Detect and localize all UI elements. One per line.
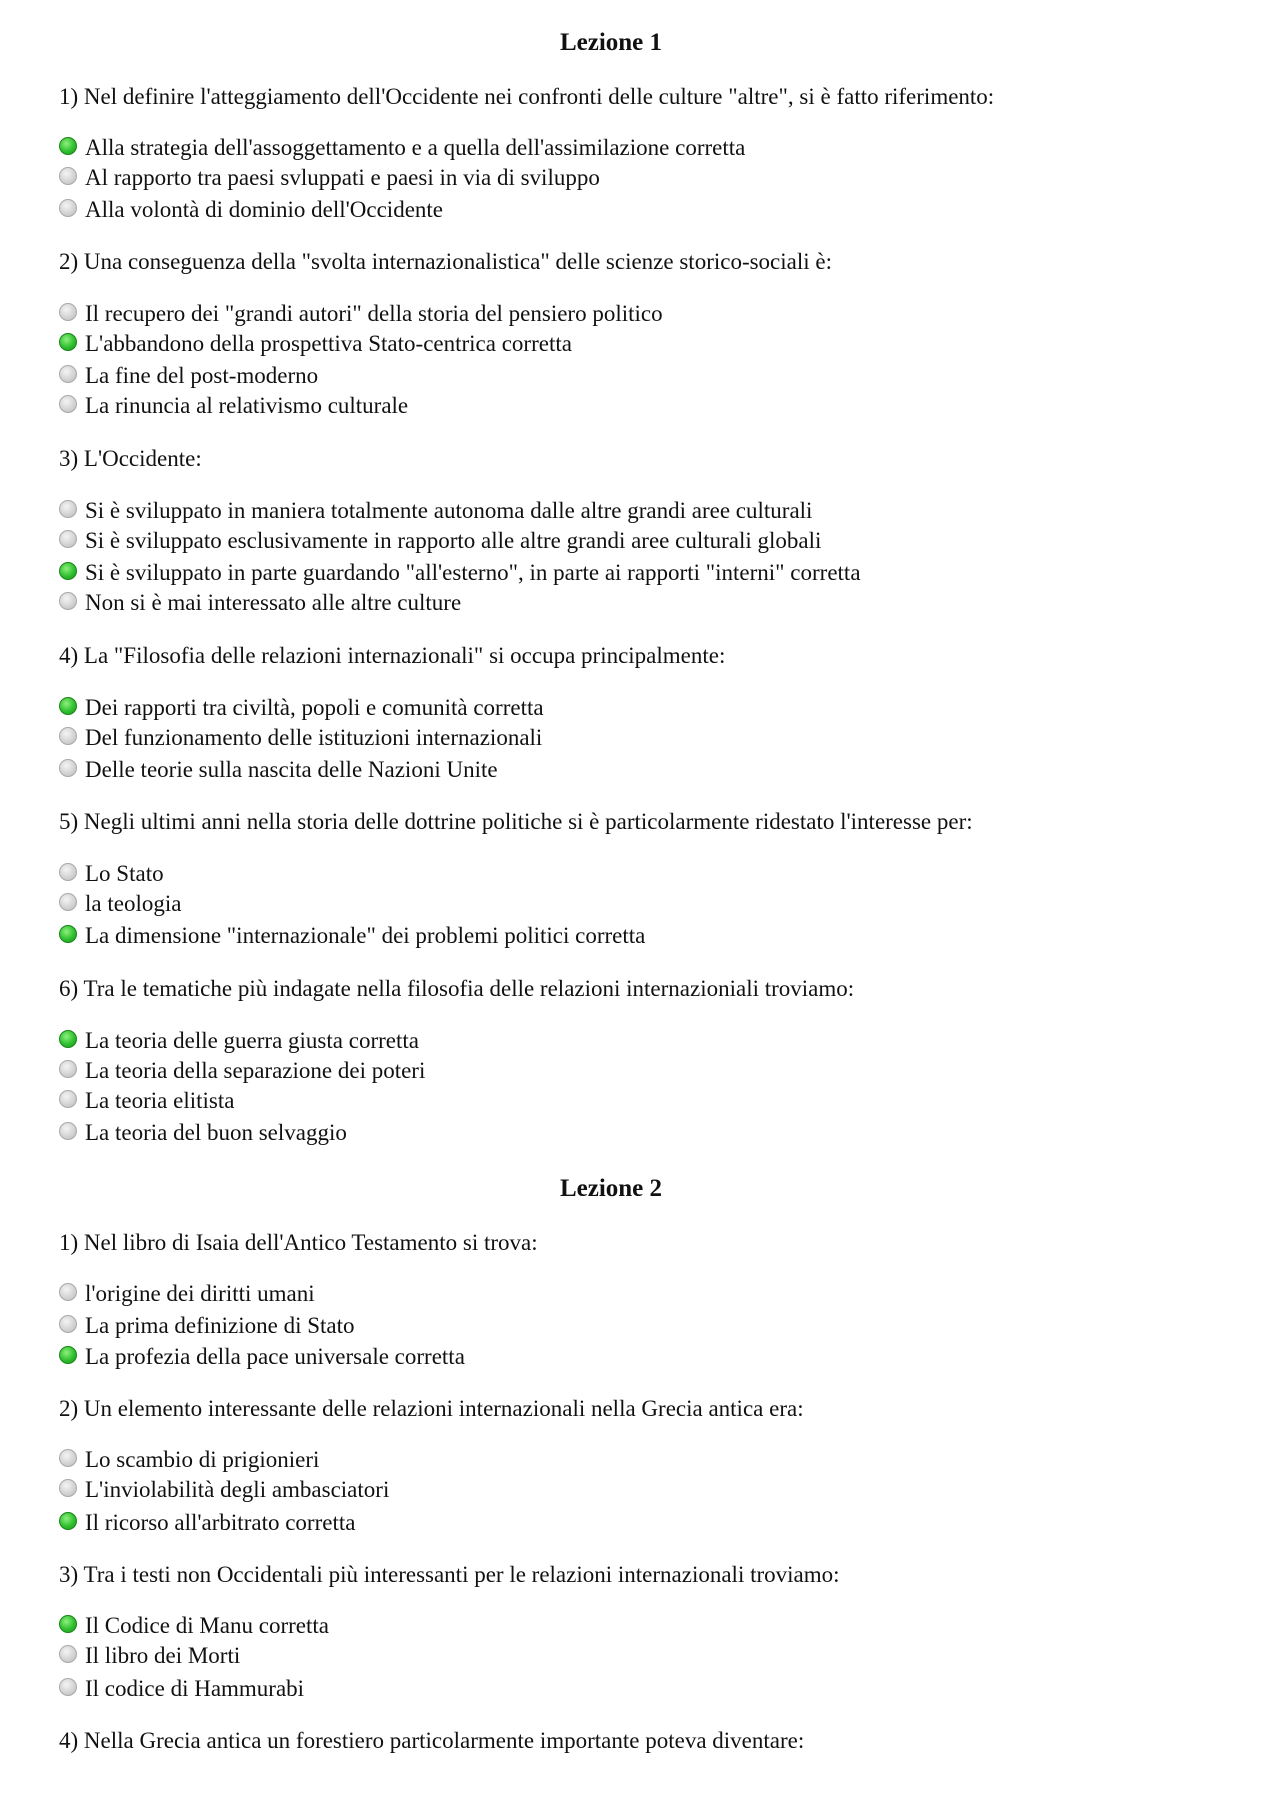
answer-label: la teologia xyxy=(85,891,182,916)
answer-label: La rinuncia al relativismo culturale xyxy=(85,393,409,418)
question-text: 1) Nel libro di Isaia dell'Antico Testamento si trova: xyxy=(59,1230,538,1255)
lesson-title: Lezione 1 xyxy=(559,29,663,56)
answer-label: La teoria del buon selvaggio xyxy=(85,1120,347,1145)
radio-unselected-icon[interactable] xyxy=(59,530,77,548)
lesson-title: Lezione 2 xyxy=(559,1175,663,1202)
answer-option[interactable] xyxy=(59,1446,319,1474)
question-text: 1) Nel definire l'atteggiamento dell'Occidente nei confronti delle culture "altre", si è fatto riferimento: xyxy=(59,84,995,109)
answer-label: Dei rapporti tra civiltà, popoli e comunità corretta xyxy=(85,695,544,720)
question-text: 2) Una conseguenza della "svolta internazionalistica" delle scienze storico-sociali è: xyxy=(59,249,832,274)
radio-unselected-icon[interactable] xyxy=(59,893,77,911)
radio-selected-icon[interactable] xyxy=(59,1615,77,1633)
answer-label: l'origine dei diritti umani xyxy=(85,1281,315,1306)
answer-label: Il Codice di Manu corretta xyxy=(85,1613,329,1638)
radio-selected-icon[interactable] xyxy=(59,333,77,351)
radio-unselected-icon[interactable] xyxy=(59,1645,77,1663)
answer-option[interactable] xyxy=(59,922,645,950)
answer-option[interactable] xyxy=(59,756,498,784)
radio-selected-icon[interactable] xyxy=(59,1346,77,1364)
radio-unselected-icon[interactable] xyxy=(59,1122,77,1140)
answer-label: La fine del post-moderno xyxy=(85,363,319,388)
question-text: 3) L'Occidente: xyxy=(59,446,202,471)
answer-option[interactable] xyxy=(59,1476,389,1504)
answer-label: La teoria della separazione dei poteri xyxy=(85,1058,426,1083)
answer-label: La profezia della pace universale corretta xyxy=(85,1344,465,1369)
radio-unselected-icon[interactable] xyxy=(59,727,77,745)
answer-option[interactable] xyxy=(59,330,572,358)
answer-option[interactable] xyxy=(59,694,544,722)
answer-option[interactable] xyxy=(59,1612,329,1640)
answer-option[interactable] xyxy=(59,497,812,525)
answer-option[interactable] xyxy=(59,1343,465,1371)
radio-unselected-icon[interactable] xyxy=(59,759,77,777)
answer-label: La prima definizione di Stato xyxy=(85,1313,355,1338)
radio-unselected-icon[interactable] xyxy=(59,1315,77,1333)
answer-option[interactable] xyxy=(59,1675,304,1703)
radio-unselected-icon[interactable] xyxy=(59,1449,77,1467)
answer-option[interactable] xyxy=(59,392,408,420)
question-text: 4) La "Filosofia delle relazioni internazionali" si occupa principalmente: xyxy=(59,643,726,668)
answer-option[interactable] xyxy=(59,300,663,328)
answer-label: Alla volontà di dominio dell'Occidente xyxy=(85,197,444,222)
answer-option[interactable] xyxy=(59,589,461,617)
question-text: 4) Nella Grecia antica un forestiero particolarmente importante poteva diventare: xyxy=(59,1728,805,1753)
answer-label: Lo scambio di prigionieri xyxy=(85,1447,320,1472)
answer-option[interactable] xyxy=(59,164,600,192)
radio-unselected-icon[interactable] xyxy=(59,303,77,321)
question-text: 6) Tra le tematiche più indagate nella filosofia delle relazioni internazioniali troviamo: xyxy=(59,976,855,1001)
question-text: 3) Tra i testi non Occidentali più interessanti per le relazioni internazionali troviamo: xyxy=(59,1562,840,1587)
answer-label: L'abbandono della prospettiva Stato-centrica corretta xyxy=(85,331,572,356)
radio-unselected-icon[interactable] xyxy=(59,1283,77,1301)
answer-label: Non si è mai interessato alle altre culture xyxy=(85,590,462,615)
answer-option[interactable] xyxy=(59,1087,234,1115)
answer-label: L'inviolabilità degli ambasciatori xyxy=(85,1477,390,1502)
answer-label: La teoria delle guerra giusta corretta xyxy=(85,1028,419,1053)
answer-option[interactable] xyxy=(59,196,443,224)
radio-unselected-icon[interactable] xyxy=(59,395,77,413)
question-text: 5) Negli ultimi anni nella storia delle dottrine politiche si è particolarmente ridestato l'interesse per: xyxy=(59,809,973,834)
answer-option[interactable] xyxy=(59,559,861,587)
answer-option[interactable] xyxy=(59,860,164,888)
answer-label: Il ricorso all'arbitrato corretta xyxy=(85,1510,356,1535)
answer-option[interactable] xyxy=(59,134,745,162)
answer-label: La teoria elitista xyxy=(85,1088,235,1113)
answer-option[interactable] xyxy=(59,1312,355,1340)
answer-option[interactable] xyxy=(59,527,821,555)
answer-option[interactable] xyxy=(59,362,318,390)
radio-selected-icon[interactable] xyxy=(59,1030,77,1048)
radio-unselected-icon[interactable] xyxy=(59,1090,77,1108)
radio-unselected-icon[interactable] xyxy=(59,1678,77,1696)
answer-label: Al rapporto tra paesi svluppati e paesi in via di sviluppo xyxy=(85,165,600,190)
answer-label: Si è sviluppato in maniera totalmente autonoma dalle altre grandi aree culturali xyxy=(85,498,813,523)
answer-option[interactable] xyxy=(59,1057,425,1085)
radio-unselected-icon[interactable] xyxy=(59,500,77,518)
answer-label: Il libro dei Morti xyxy=(85,1643,241,1668)
radio-unselected-icon[interactable] xyxy=(59,365,77,383)
question-text: 2) Un elemento interessante delle relazioni internazionali nella Grecia antica era: xyxy=(59,1396,804,1421)
answer-option[interactable] xyxy=(59,1027,419,1055)
answer-label: Delle teorie sulla nascita delle Nazioni Unite xyxy=(85,757,498,782)
radio-selected-icon[interactable] xyxy=(59,697,77,715)
radio-selected-icon[interactable] xyxy=(59,925,77,943)
radio-unselected-icon[interactable] xyxy=(59,167,77,185)
radio-selected-icon[interactable] xyxy=(59,562,77,580)
answer-label: Alla strategia dell'assoggettamento e a quella dell'assimilazione corretta xyxy=(85,135,746,160)
radio-unselected-icon[interactable] xyxy=(59,199,77,217)
answer-label: Il codice di Hammurabi xyxy=(85,1676,305,1701)
radio-unselected-icon[interactable] xyxy=(59,1479,77,1497)
answer-option[interactable] xyxy=(59,1280,315,1308)
answer-label: Si è sviluppato esclusivamente in rapporto alle altre grandi aree culturali globali xyxy=(85,528,822,553)
answer-label: Si è sviluppato in parte guardando "all'esterno", in parte ai rapporti "interni" corretta xyxy=(85,560,861,585)
answer-option[interactable] xyxy=(59,724,542,752)
answer-option[interactable] xyxy=(59,1509,355,1537)
answer-label: Del funzionamento delle istituzioni internazionali xyxy=(85,725,543,750)
answer-option[interactable] xyxy=(59,1119,347,1147)
radio-unselected-icon[interactable] xyxy=(59,592,77,610)
radio-selected-icon[interactable] xyxy=(59,137,77,155)
answer-label: Lo Stato xyxy=(85,861,164,886)
answer-label: Il recupero dei "grandi autori" della storia del pensiero politico xyxy=(85,301,663,326)
radio-unselected-icon[interactable] xyxy=(59,863,77,881)
radio-selected-icon[interactable] xyxy=(59,1512,77,1530)
radio-unselected-icon[interactable] xyxy=(59,1060,77,1078)
answer-label: La dimensione "internazionale" dei problemi politici corretta xyxy=(85,923,646,948)
answer-option[interactable] xyxy=(59,890,181,918)
answer-option[interactable] xyxy=(59,1642,240,1670)
